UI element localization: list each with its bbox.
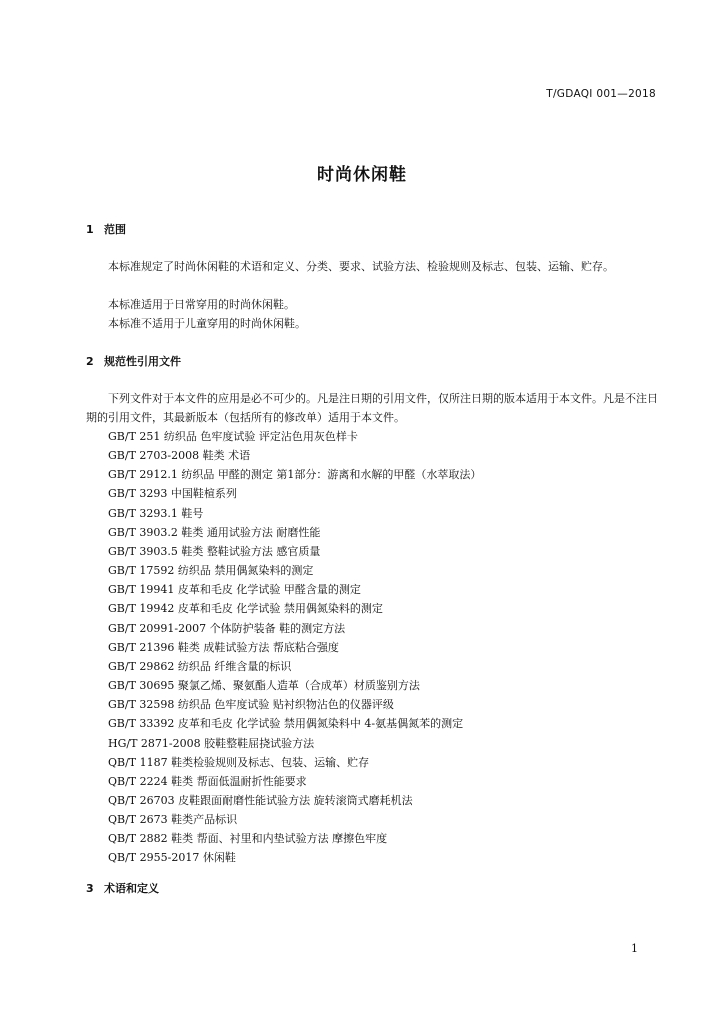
- reference-item: QB/T 2882 鞋类 帮面、衬里和内垫试验方法 摩擦色牢度: [108, 832, 388, 846]
- reference-item: GB/T 2703-2008 鞋类 术语: [108, 449, 251, 463]
- reference-item: QB/T 2673 鞋类产品标识: [108, 813, 238, 827]
- section-3-heading: [86, 880, 159, 896]
- reference-item: GB/T 29862 纺织品 纤维含量的标识: [108, 659, 292, 673]
- reference-item: QB/T 2955-2017 休闲鞋: [108, 851, 236, 865]
- page-number: 1: [631, 942, 638, 955]
- section-title: 范围: [104, 223, 126, 236]
- scope-paragraph-2: 本标准适用于日常穿用的时尚休闲鞋。: [108, 298, 295, 311]
- reference-item: GB/T 3903.5 鞋类 整鞋试验方法 感官质量: [108, 544, 321, 558]
- reference-item: HG/T 2871-2008 胶鞋整鞋屈挠试验方法: [108, 736, 315, 750]
- section-2-heading: [86, 353, 181, 369]
- reference-item: GB/T 21396 鞋类 成鞋试验方法 帮底粘合强度: [108, 640, 339, 654]
- reference-item: GB/T 2912.1 纺织品 甲醛的测定 第1部分：游离和水解的甲醛（水萃取法）: [108, 468, 482, 482]
- normative-intro: 下列文件对于本文件的应用是必不可少的。凡是注日期的引用文件，仅所注日期的版本适用于本文件。凡是不注日期的引用文件，其最新版本（包括所有的修改单）适用于本文件。: [86, 392, 658, 424]
- reference-item: GB/T 32598 纺织品 色牢度试验 贴衬织物沾色的仪器评级: [108, 698, 394, 712]
- reference-item: GB/T 20991-2007 个体防护装备 鞋的测定方法: [108, 621, 346, 635]
- reference-item: GB/T 19942 皮革和毛皮 化学试验 禁用偶氮染料的测定: [108, 602, 383, 616]
- reference-item: GB/T 33392 皮革和毛皮 化学试验 禁用偶氮染料中 4-氨基偶氮苯的测定: [108, 717, 464, 731]
- reference-item: QB/T 1187 鞋类检验规则及标志、包装、运输、贮存: [108, 755, 370, 769]
- reference-item: GB/T 3293 中国鞋楦系列: [108, 487, 237, 501]
- reference-item: GB/T 19941 皮革和毛皮 化学试验 甲醛含量的测定: [108, 583, 361, 597]
- reference-item: QB/T 26703 皮鞋跟面耐磨性能试验方法 旋转滚筒式磨耗机法: [108, 793, 413, 807]
- reference-item: QB/T 2224 鞋类 帮面低温耐折性能要求: [108, 774, 307, 788]
- scope-paragraph-1: 本标准规定了时尚休闲鞋的术语和定义、分类、要求、试验方法、检验规则及标志、包装、运输、贮存。: [108, 260, 614, 273]
- section-title: 规范性引用文件: [104, 355, 181, 368]
- reference-item: GB/T 17592 纺织品 禁用偶氮染料的测定: [108, 564, 314, 578]
- reference-item: GB/T 30695 聚氯乙烯、聚氨酯人造革（合成革）材质鉴别方法: [108, 679, 420, 693]
- section-number: 2: [86, 355, 94, 368]
- reference-list: [108, 427, 481, 868]
- section-number: 1: [86, 223, 94, 236]
- reference-item: GB/T 3903.2 鞋类 通用试验方法 耐磨性能: [108, 525, 321, 539]
- document-code: T/GDAQI 001—2018: [546, 88, 656, 100]
- section-1-heading: [86, 221, 126, 237]
- reference-item: GB/T 3293.1 鞋号: [108, 506, 204, 520]
- section-title: 术语和定义: [104, 882, 159, 895]
- scope-paragraph-3: 本标准不适用于儿童穿用的时尚休闲鞋。: [108, 317, 306, 330]
- section-number: 3: [86, 882, 94, 895]
- reference-item: GB/T 251 纺织品 色牢度试验 评定沾色用灰色样卡: [108, 430, 358, 443]
- document-title: 时尚休闲鞋: [317, 165, 407, 185]
